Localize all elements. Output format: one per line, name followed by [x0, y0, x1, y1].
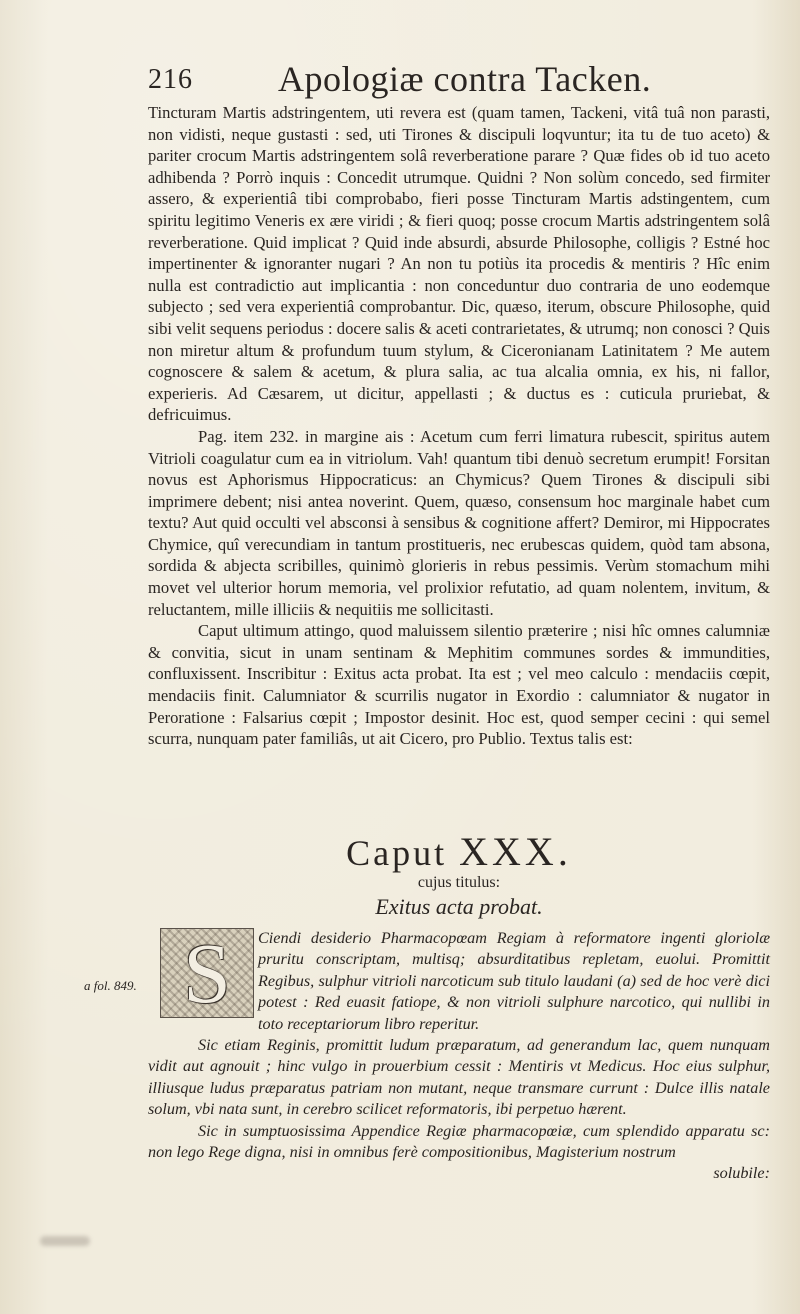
- running-title: Apologiæ contra Tacken.: [278, 59, 652, 99]
- quote-paragraph: Ciendi desiderio Pharmacopœam Regiam à reformatore ingenti gloriolæ pruritu conscriptam, multisq; absurditatibus repletam, euolui. Promittit Regibus, sulphur vitrioli narcoticum sub titulo laudani (a) sed de hoc verè dici potest : Red euasit fatiope, & non vitrioli sulphure narcotico, qui nullibi in toto receptariorum libro reperitur.: [258, 929, 770, 1033]
- catchword: solubile:: [713, 1164, 770, 1183]
- chapter-word: Caput: [346, 833, 448, 873]
- page-header: [148, 58, 668, 104]
- quote-paragraph: Sic in sumptuosissima Appendice Regiæ pharmacopœiæ, cum splendido apparatu sc: non lego Rege digna, nisi in omnibus ferè compositionibus, Magisterium nostrum: [148, 1121, 770, 1162]
- ink-smudge: [40, 1236, 90, 1246]
- quote-paragraph: Sic etiam Reginis, promittit ludum præparatum, ad generandum lac, quem nunquam vidit aut agnouit ; hinc vulgo in prouerbium cessit : Mentiris vt Medicus. Hoc eius sulphur, illiusque ludus præparatus patriam non mutant, neque transmare currunt : Dulce illis natale solum, vbi nata sunt, in cerebro scilicet reformatoris, ibi perpetuo hærent.: [148, 1036, 770, 1119]
- paragraph: Caput ultimum attingo, quod maluissem silentio præterire ; nisi hîc omnes calumniæ & convitia, sicut in unam sentinam & Mephitim communes sordes & immundities, confluxissent. Inscribitur : Exitus acta probat. Ita est ; vel meo calculo : mendaciis cœpit, mendaciis finit. Calumniator & scurrilis nugator in Exordio : calumniator & nugator in Peroratione : Falsarius cœpit ; Impostor desinit. Hoc est, quod semper cecini : qui semel scurra, nunquam pater familiâs, ut ait Cicero, pro Publio. Textus talis est:: [148, 621, 770, 749]
- chapter-numeral: XXX.: [459, 829, 572, 874]
- chapter-heading: [148, 828, 770, 875]
- chapter-subtitle: cujus titulus:: [417, 874, 501, 891]
- paragraph: Pag. item 232. in margine ais : Acetum cum ferri limatura rubescit, spiritus autem Vitrioli coagulatur cum ea in vitriolum. Vah! quantum tibi denuò secretum erumpit! Forsitan novus est Aphorismus Hippocraticus: an Chymicus? Quem Tirones & discipuli sibi imprimere debent; nisi antea noverint. Quem, quæso, consensum hoc marginale habet cum textu? Aut quid occulti vel absconsi à sensibus & cognitione affert? Demiror, mi Hippocrates Chymice, quî verecundiam in tantum prostitueris, nec erubescas quidem, quòd tam absona, sordida & abjecta scribilles, quinimò glorieris in rebus pessimis. Verùm stomachum mihi movet vel ulterior horum memoria, vel prolixior refutatio, ad quam nolentem, invitum, & reluctantem, mille illiciis & nequitiis me sollicitasti.: [148, 426, 770, 619]
- chapter-title: Exitus acta probat.: [375, 894, 543, 919]
- initial-letter: S: [183, 925, 231, 1021]
- margin-note: a fol. 849.: [84, 978, 137, 993]
- paragraph: Tincturam Martis adstringentem, uti revera est (quam tamen, Tackeni, vitâ tuâ non parasti, non vidisti, neque gustasti : sed, uti Tirones & discipuli loqvuntur; ita tu de tuo aceto) & pariter crocum Martis adstringentem solâ reverberatione parare ? Quæ fides ob id tuo aceto adhibenda ? Porrò inquis : Concedit utrumque. Quidni ? Non solùm concedo, sed firmiter assero, & experientiâ tibi comprobabo, fieri posse Tincturam Martis adstingentem, cum spiritu legitimo Veneris ex ære viridi ; & fieri quoq; posse crocum Martis adstringentem solâ reverberatione. Quid implicat ? Quid inde absurdi, absurde Philosophe, colligis ? Estné hoc impertinenter & ignoranter nugari ? An non tu potiùs ita procedis & mentiris ? Hîc enim nulla est contradictio aut implicantia : non conceduntur duo contraria de uno eodemque subjecto ; sed vera experientiâ comprobantur. Dic, quæso, iterum, obscure Philosophe, quid sibi velit sequens periodus : docere salis & aceti contrarietates, & utrumq; non conosci ? Quis non miretur altum & profundum tuum stylum, & Ciceronianam Latinitatem ? Me autem cognoscere & salem & acetum, & plura salia, ac tua alcalia omnia, ex his, ni fallor, experieris. Ad Cæsarem, ut dicitur, appellasti ; & ductus es : cuticula pruriebat, & defricuimus.: [148, 103, 770, 425]
- page-number: 216: [148, 64, 193, 95]
- decorated-initial: [160, 925, 254, 1021]
- main-text: [148, 102, 770, 750]
